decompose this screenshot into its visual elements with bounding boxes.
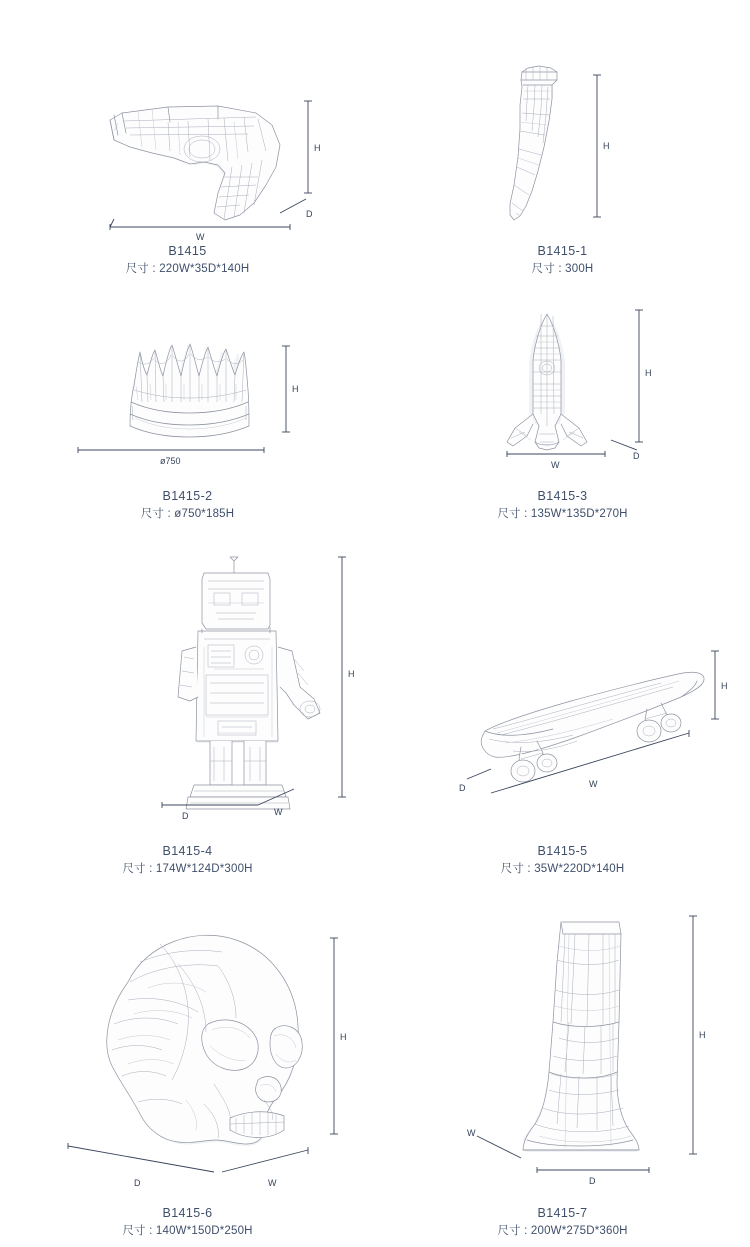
- dimension-label-h: H: [313, 142, 320, 153]
- dimension-label-d: D: [305, 208, 312, 219]
- product-cell-b1415-6: [0, 885, 375, 1247]
- product-code: B1415: [168, 243, 207, 258]
- dimension-label-w: W: [267, 1177, 276, 1188]
- product-code: B1415-5: [537, 843, 588, 858]
- dimension-label-w: W: [195, 231, 204, 242]
- dimension-label-h: H: [291, 383, 298, 394]
- product-dims: 尺寸 : 35W*220D*140H: [500, 863, 625, 876]
- dimension-label-h: H: [339, 1031, 346, 1042]
- product-caption: [141, 487, 235, 530]
- product-caption: [126, 242, 250, 285]
- product-code: B1415-6: [162, 1205, 213, 1220]
- product-caption: [122, 1204, 252, 1247]
- product-code: B1415-1: [537, 243, 588, 258]
- product-dims: 尺寸 : 220W*35D*140H: [125, 263, 250, 276]
- boot-drawing: [393, 904, 733, 1204]
- pistol-drawing: [18, 27, 358, 242]
- product-illustration-boot: [375, 885, 750, 1204]
- rocket-drawing: [393, 302, 733, 487]
- product-cell-b1415-1: [375, 0, 750, 285]
- dimension-label-w: W: [466, 1127, 475, 1138]
- dimension-label-d: D: [632, 450, 639, 461]
- product-cell-b1415-5: [375, 530, 750, 885]
- dimension-label-w: W: [273, 806, 282, 817]
- product-cell-b1415-3: [375, 285, 750, 530]
- product-cell-b1415-4: [0, 530, 375, 885]
- dimension-label-h: H: [347, 668, 354, 679]
- product-dims: 尺寸 : 135W*135D*270H: [497, 508, 628, 521]
- dimension-label-diameter: ø750: [159, 455, 181, 466]
- dimension-label-h: H: [644, 367, 651, 378]
- product-dims: 尺寸 : 200W*275D*360H: [497, 1225, 628, 1238]
- product-illustration-pistol: [0, 0, 375, 242]
- dimension-label-d: D: [458, 782, 465, 793]
- product-illustration-horn-pendant: [375, 0, 750, 242]
- product-dims: 尺寸 : 174W*124D*300H: [122, 863, 253, 876]
- product-caption: [532, 242, 594, 285]
- dimension-label-d: D: [181, 810, 188, 821]
- product-illustration-rocket: [375, 285, 750, 487]
- product-illustration-crown: [0, 285, 375, 487]
- dimension-lines-horn: [593, 75, 601, 217]
- skateboard-drawing: [393, 547, 733, 842]
- product-illustration-skull: [0, 885, 375, 1204]
- product-illustration-toy-robot: [0, 530, 375, 842]
- dimension-label-w: W: [588, 778, 597, 789]
- product-caption: [501, 842, 625, 885]
- product-cell-b1415-7: [375, 885, 750, 1247]
- dimension-label-h: H: [720, 680, 727, 691]
- dimension-label-h: H: [698, 1029, 705, 1040]
- product-caption: [497, 487, 627, 530]
- product-dims: 尺寸 : 300H: [531, 263, 594, 276]
- product-caption: [122, 842, 252, 885]
- dimension-label-d: D: [588, 1175, 595, 1186]
- product-cell-b1415: [0, 0, 375, 285]
- toy-robot-drawing: [18, 547, 358, 842]
- product-code: B1415-2: [162, 488, 213, 503]
- product-illustration-skateboard: [375, 530, 750, 842]
- skull-drawing: [18, 904, 358, 1204]
- dimension-label-d: D: [133, 1177, 140, 1188]
- product-code: B1415-4: [162, 843, 213, 858]
- dimension-label-h: H: [602, 140, 609, 151]
- product-code: B1415-3: [537, 488, 588, 503]
- crown-drawing: [18, 302, 358, 487]
- product-caption: [497, 1204, 627, 1247]
- product-code: B1415-7: [537, 1205, 588, 1220]
- dimension-label-w: W: [550, 459, 559, 470]
- product-dims: 尺寸 : 140W*150D*250H: [122, 1225, 253, 1238]
- product-cell-b1415-2: [0, 285, 375, 530]
- product-dims: 尺寸 : ø750*185H: [140, 508, 235, 521]
- horn-pendant-drawing: [393, 27, 733, 242]
